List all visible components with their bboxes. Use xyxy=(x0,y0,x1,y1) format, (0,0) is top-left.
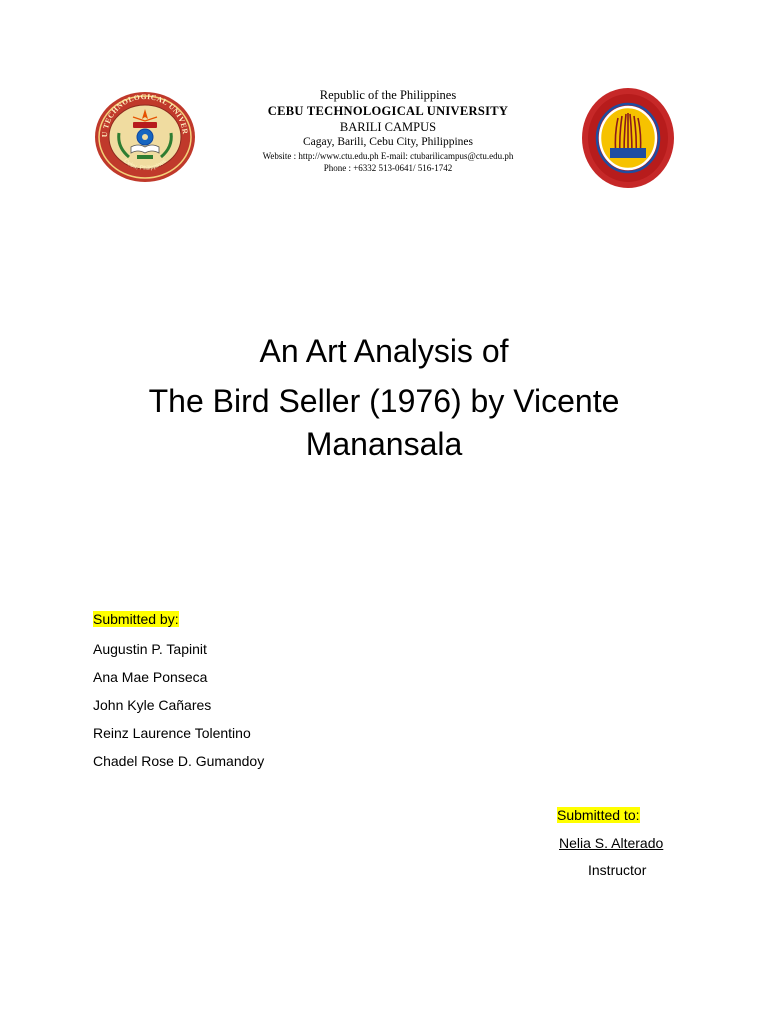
member-name: Reinz Laurence Tolentino xyxy=(93,725,251,741)
member-name: Augustin P. Tapinit xyxy=(93,641,207,657)
submitted-by-label xyxy=(93,611,179,627)
letterhead xyxy=(200,87,576,174)
submitted-to-text: Submitted to: xyxy=(557,807,640,823)
member-name: Chadel Rose D. Gumandoy xyxy=(93,753,265,769)
website-email-line: Website : http://www.ctu.edu.ph E-mail: ctubarilicampus@ctu.edu.ph xyxy=(262,151,514,161)
title-line-3: Manansala xyxy=(305,426,463,462)
instructor-role: Instructor xyxy=(588,862,647,878)
phone-line: Phone : +6332 513-0641/ 516-1742 xyxy=(323,163,453,173)
title-line-1: An Art Analysis of xyxy=(259,333,509,369)
instructor-name: Nelia S. Alterado xyxy=(559,835,664,851)
republic-line: Republic of the Philippines xyxy=(319,88,457,102)
asean-emblem-icon xyxy=(582,86,674,190)
submitted-by-text: Submitted by: xyxy=(93,611,179,627)
svg-text:Cebu, Philippines: Cebu, Philippines xyxy=(122,158,168,172)
svg-text:CEBU TECHNOLOGICAL UNIVERSITY: U TECHNOLOGICAL UNIVER xyxy=(99,91,190,138)
document-title xyxy=(60,330,708,466)
member-name: John Kyle Cañares xyxy=(93,697,212,713)
campus-address: Cagay, Barili, Cebu City, Philippines xyxy=(302,136,474,148)
member-name: Ana Mae Ponseca xyxy=(93,669,208,685)
submitted-to-label xyxy=(557,807,640,823)
campus-name: BARILI CAMPUS xyxy=(339,120,437,134)
university-name: CEBU TECHNOLOGICAL UNIVERSITY xyxy=(267,104,509,118)
title-line-2: The Bird Seller (1976) by Vicente xyxy=(148,383,620,419)
university-seal-icon xyxy=(93,91,197,183)
